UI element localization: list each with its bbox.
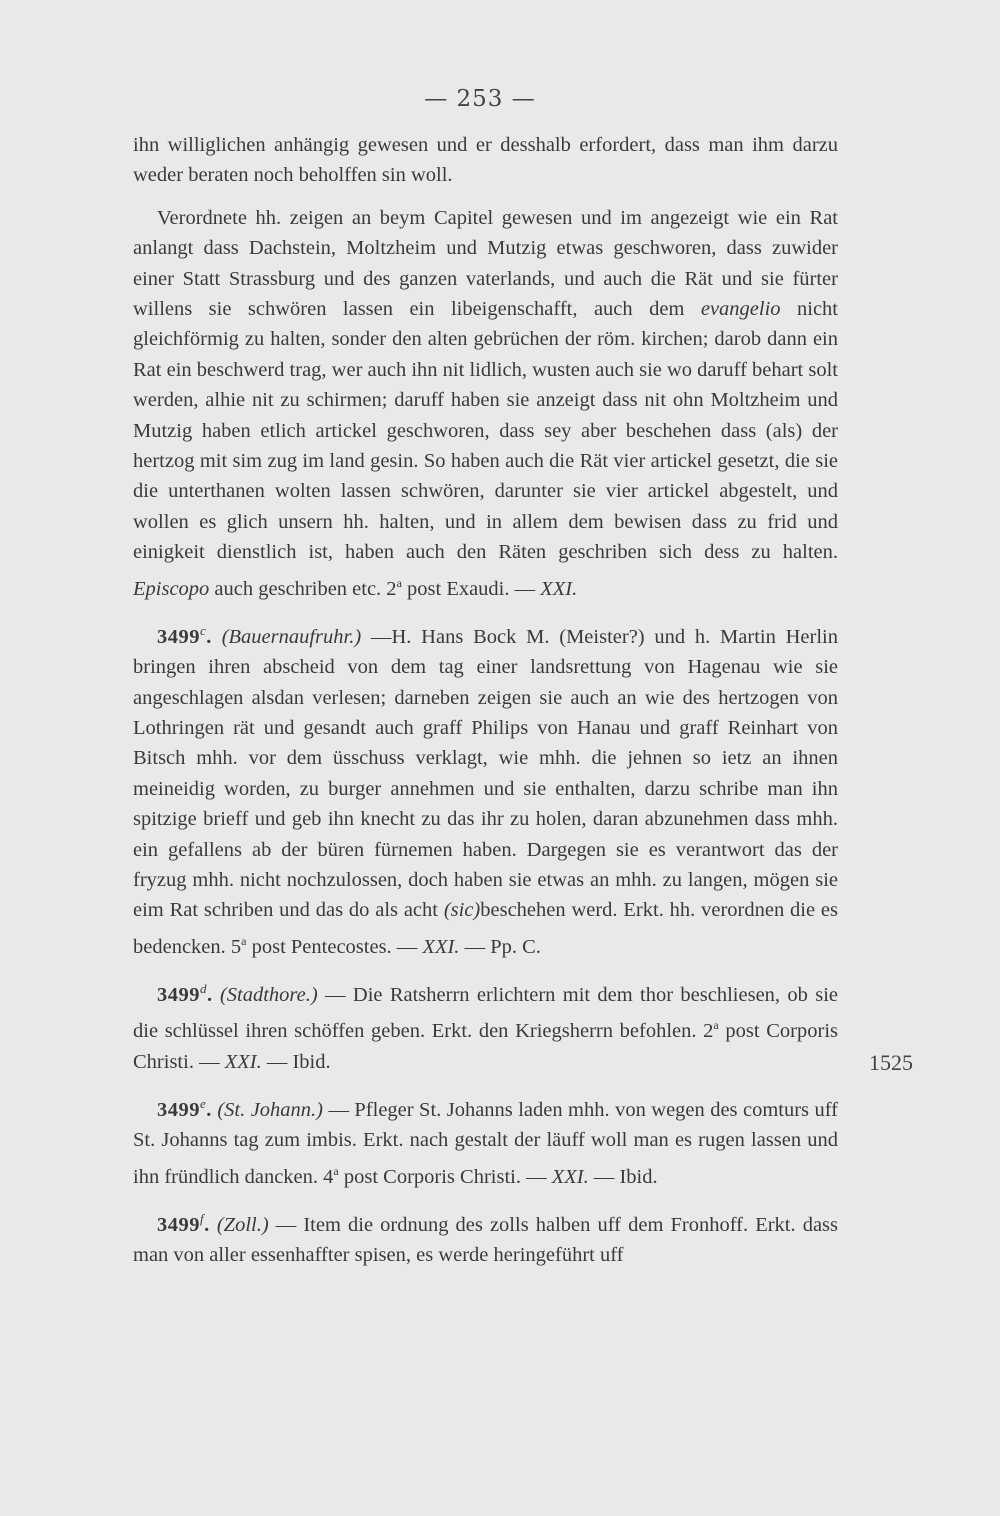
paragraph-text: post Corporis Christi. — [133,1020,838,1073]
paragraph-text: — Die Ratsherrn erlichtern mit dem thor beschliesen, ob sie die schlüssel ihren schöffen geben. Erkt. den Kriegsherrn befohlen. 2 [133,983,838,1043]
paragraph-text: auch geschriben etc. 2 [209,577,397,600]
paragraph-text: post Exaudi. — [401,577,541,600]
margin-year-note: 1525 [869,1050,913,1075]
source-reference: XXI. [422,935,460,958]
paragraph-text: Verordnete hh. zeigen an beym Capitel gewesen und im angezeigt wie ein Rat anlangt dass Dachstein, Moltzheim und Mutzig etwas geschworen, dass zuwider einer Statt Strassburg und des ganzen vaterlands, und auch die Rät und sie fürter willens sie schwören lassen ein libeigenschafft, auch dem [133,206,838,321]
paragraph-text: nicht gleichförmig zu halten, sonder den alten gebrüchen der röm. kirchen; darob dann ein Rat ein beschwerd trag, wer auch ihn nit lidlich, wusten auch sie wo daruff behart solt werden, alhie nit zu schirmen; daruff haben sie anzeigt dass nit ohn Moltzheim und Mutzig haben etlich artickel geschworen, dass sey aber beschehen dass (als) der hertzog mit sim zug im land gesin. So haben auch die Rät vier artickel gesetzt, die sie die unterthanen wolten lassen schwören, darunter sie vier artickel abgestelt, und wollen es glich unsern hh. halten, und in allem dem bewisen dass zu frid und einigkeit dienstlich ist, haben auch den Räten geschriben sich dess zu halten. [133,298,838,564]
entry-number: 3499$^c$. [157,622,212,648]
entry-3499c [133,616,838,962]
paragraph-text: — Ibid. [588,1165,658,1188]
italic-term: evangelio [700,298,781,321]
source-reference: XXI. [551,1165,589,1188]
entry-number: 3499e. [157,1095,212,1121]
paragraph-continuation [133,130,838,191]
paragraph-text: — Pfleger St. Johanns laden mhh. von wegen des comturs uff St. Johanns tag zum imbis. Erkt. nach gestalt der läuff woll man es rugen lassen und ihn fründlich dancken. 4 [133,1098,839,1188]
italic-term: (sic) [443,899,481,922]
entry-topic: (Stadthore.) [219,983,318,1006]
paragraph-text: — Pp. C. [459,935,541,958]
page-number: — 253 — [424,86,536,112]
entry-topic: (Bauernaufruhr.) [221,625,362,648]
ordinal-superscript: a [713,1018,719,1033]
paragraph-verordnete [133,203,838,604]
entry-3499d [133,974,838,1077]
ordinal-superscript: a [396,575,402,590]
entry-topic: (Zoll.) [216,1213,269,1236]
entry-number: 3499$^d$. [157,981,213,1006]
paragraph-text: ihn williglichen anhängig gewesen und er desshalb erfordert, dass man ihm darzu weder beraten noch beholffen sin woll. [133,134,838,187]
entry-topic: (St. Johann.) [217,1098,324,1121]
paragraph-text: post Pentecostes. — [246,935,423,958]
paragraph-text: — Ibid. [261,1050,331,1073]
paragraph-text: —H. Hans Bock M. (Meister?) und h. Martin Herlin bringen ihren abscheid von dem tag einer landsrettung von Hagenau wie sie angeschlagen alsdan verlesen; darneben zeigen sie auch an wie des hertzogen von Lothringen rät und gesandt auch graff Philips von Hanau und graff Reinhart von Bitsch mhh. vor dem üsschuss verklagt, wie mhh. die jehnen so ietz an ihnen meineidig worden, zu burger annehmen und sie enthalten, darzu schribe man ihn spitzige brieff und geb ihn knecht zu das ihr zu holen, daran abzunehmen dass mhh. ein gefallens ab der büren fürnemen haben. Dargegen sie es verantwort das der fryzug mhh. nicht nochzulossen, doch haben sie etwas an mhh. zu langen, mögen sie eim Rat schriben und das do als acht [133,625,838,922]
source-reference: XXI. [224,1050,262,1073]
entry-3499f [133,1204,838,1271]
paragraph-text: post Corporis Christi. — [338,1165,552,1188]
paragraph-text: — Item die ordnung des zolls halben uff dem Fronhoff. Erkt. dass man von aller essenhaffter spisen, es werde heringeführt uff [133,1213,839,1267]
paragraph-text: beschehen werd. Erkt. hh. verordnen die es bedencken. 5 [133,899,838,958]
ordinal-superscript: a [333,1163,339,1178]
entry-number: 3499$^f$. [157,1210,210,1236]
body-text [133,130,838,1282]
italic-term: Episcopo [133,577,210,600]
ordinal-superscript: a [241,933,247,948]
entry-3499e [133,1089,838,1192]
source-reference: XXI. [540,577,578,600]
